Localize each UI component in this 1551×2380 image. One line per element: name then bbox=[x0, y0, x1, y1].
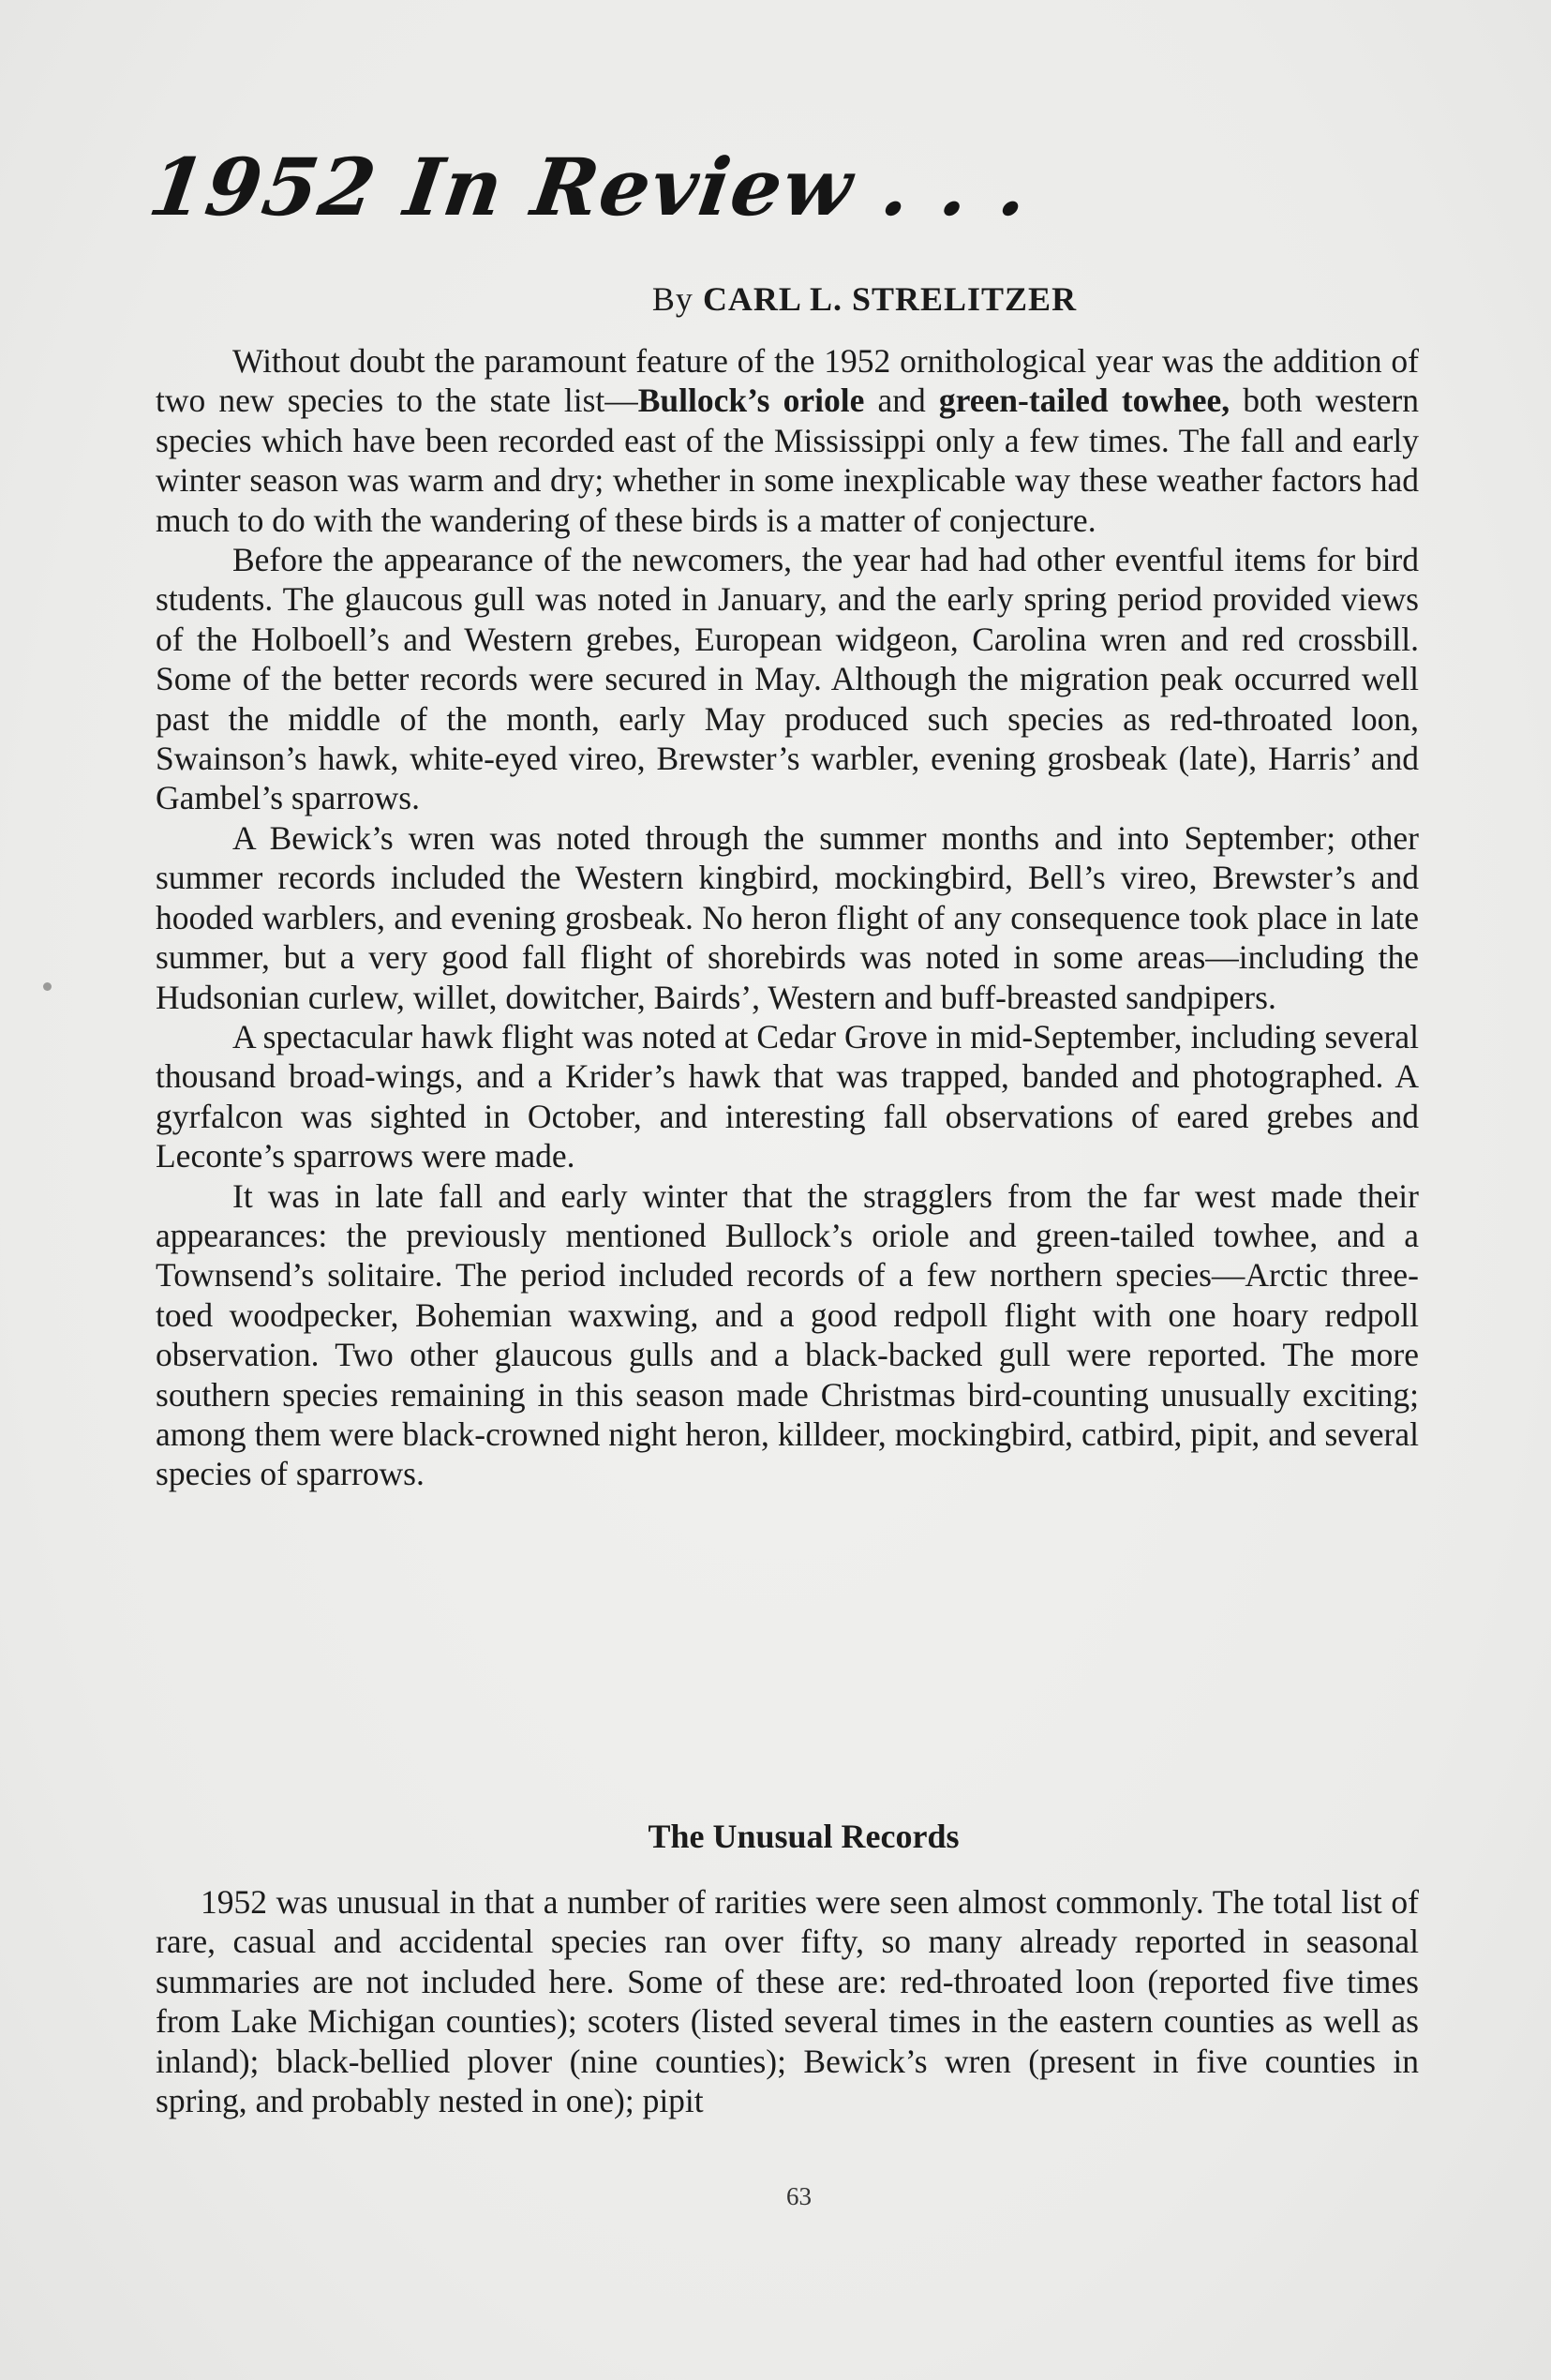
paragraph-text: Without doubt the paramount feature of the 1952 ornithological year was the addition of two new species to the state list— bbox=[156, 342, 1419, 420]
article-title: 1952 In Review . . . bbox=[143, 141, 1036, 233]
body-paragraph bbox=[156, 1176, 1419, 1494]
body-paragraph bbox=[156, 540, 1419, 818]
bold-species-name: green-tailed towhee, bbox=[938, 382, 1230, 420]
body-paragraph bbox=[156, 1017, 1419, 1176]
byline bbox=[0, 279, 1551, 319]
section-paragraph: 1952 was unusual in that a number of rarities were seen almost commonly. The total list of rare, casual and accidental species ran over fifty, so many already reported in seasonal summaries are not included here. Some of these are: red-throated loon (reported five times from Lake Michigan counties); scoters (listed several times in the eastern counties as well as inland); black-bellied plover (nine counties); Bewick’s wren (present in five counties in spring, and probably nested in one); pipit bbox=[156, 1883, 1419, 2120]
author-name: CARL L. STRELITZER bbox=[702, 280, 1078, 318]
body-paragraph bbox=[156, 341, 1419, 540]
section-heading: The Unusual Records bbox=[648, 1818, 960, 1855]
paragraph-text: both western species which have been recorded east of the Mississippi only a few times. The fall and early winter season was warm and dry; whether in some inexplicable way these weather factors had much to do with the wandering of these birds is a matter of conjecture. bbox=[156, 382, 1419, 539]
print-speck bbox=[43, 982, 52, 991]
paragraph-text: A spectacular hawk flight was noted at Cedar Grove in mid-September, including several thousand broad-wings, and a Krider’s hawk that was trapped, banded and photographed. A gyrfalcon was sighted in October, and interesting fall observations of eared grebes and Leconte’s sparrows were made. bbox=[156, 1017, 1419, 1175]
paragraph-text: A Bewick’s wren was noted through the summer months and into September; other summer records included the Western kingbird, mockingbird, Bell’s vireo, Brewster’s and hooded warblers, and evening grosbeak. No heron flight of any consequence took place in late summer, but a very good fall flight of shorebirds was noted in some areas—including the Hudsonian curlew, willet, dowitcher, Bairds’, Western and buff-breasted sandpipers. bbox=[156, 818, 1419, 1016]
paragraph-text: It was in late fall and early winter that the stragglers from the far west made their appearances: the previously mentioned Bullock’s oriole and green-tailed towhee, and a Townsend’s solitaire. The period included records of a few northern species—Arctic three-toed woodpecker, Bohemian waxwing, and a good redpoll flight with one hoary redpoll observation. Two other glaucous gulls and a black-backed gull were reported. The more southern species remaining in this season made Christmas bird-counting unusually exciting; among them were black-crowned night heron, killdeer, mockingbird, catbird, pipit, and several species of sparrows. bbox=[156, 1176, 1419, 1493]
paragraph-text: and bbox=[864, 382, 939, 420]
page-number: 63 bbox=[786, 2182, 812, 2210]
body-paragraph bbox=[156, 818, 1419, 1017]
section-body bbox=[156, 1882, 1419, 2120]
byline-prefix: By bbox=[651, 280, 693, 318]
paragraph-text: Before the appearance of the newcomers, the year had had other eventful items for bird students. The glaucous gull was noted in January, and the early spring period provided views of the Holboell’s and Western grebes, European widgeon, Carolina wren and red crossbill. Some of the better records were secured in May. Although the migration peak occurred well past the middle of the month, early May produced such species as red-throated loon, Swainson’s hawk, white-eyed vireo, Brewster’s warbler, evening grosbeak (late), Harris’ and Gambel’s sparrows. bbox=[156, 541, 1419, 817]
article-body bbox=[156, 341, 1419, 1494]
bold-species-name: Bullock’s oriole bbox=[637, 382, 865, 420]
